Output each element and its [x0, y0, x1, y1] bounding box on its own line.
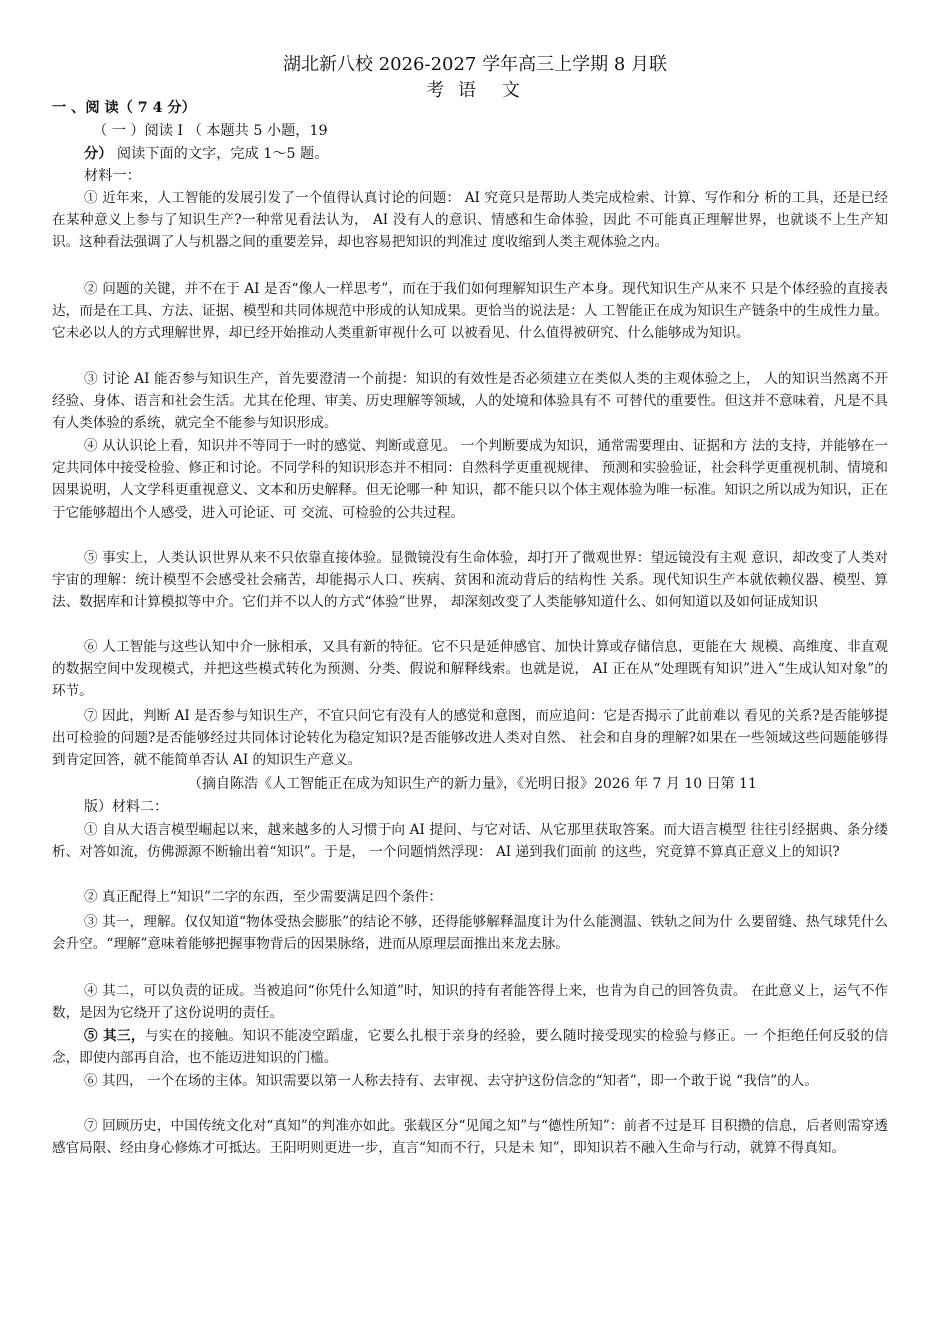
material2-paragraph: ⑥ 其四， 一个在场的主体。知识需要以第一人称去持有、去审视、去守护这份信念的“知者”，即一个敢于说 “我信”的人。	[84, 1073, 819, 1089]
material1-paragraph: ⑥ 人工智能与这些认知中介一脉相承，又具有新的特征。它不只是延伸感官、加快计算或存储信息，更能在大 规模、高维度、非直观的数据空间中发现模式，并把这些模式转化为预测、分类、假说和解释线索。也就是说， AI 正在从“处理既有知识”进入“生成认知对象”的环节。	[52, 639, 888, 700]
material1-paragraph: ⑤ 事实上，人类认识世界从来不只依靠直接体验。显微镜没有生命体验，却打开了微观世界：望远镜没有主观 意识，却改变了人类对宇宙的理解：统计模型不会感受社会痛苦，却能揭示人口、疾病、贫困和流动背后的结构性 关系。现代知识生产本就依赖仪器、模型、算法、数据库和计算模拟等中介。它们并不以人的方式“体验”世界， 却深刻改变了人类能够知道什么、如何知道以及如何证成知识	[52, 550, 888, 611]
material2-paragraph: ⑦ 回顾历史，中国传统文化对“真知”的判准亦如此。张载区分“见闻之知”与“德性所知”：前者不过是耳 目积攒的信息，后者则需穿透感官局限、经由身心修炼才可抵达。王阳明则更进一步，直言“知而不行，只是未 知”，即知识若不融入生命与行动，就算不得真知。	[52, 1118, 888, 1157]
material2-paragraph: ③ 其一，理解。仅仅知道“物体受热会膨胀”的结论不够，还得能够解释温度计为什么能测温、铁轨之间为什 么要留缝、热气球凭什么会升空。“理解”意味着能够把握事物背后的因果脉络，进而从原理层面推出来龙去脉。	[52, 914, 888, 953]
exam-title-line1: 湖北新八校 2026-2027 学年高三上学期 8 月联	[282, 54, 668, 75]
material1-paragraph: ⑦ 因此，判断 AI 是否参与知识生产，不宜只问它有没有人的感觉和意图，而应追问：它是否揭示了此前难以 看见的关系?是否能够提出可检验的问题?是否能够经过共同体讨论转化为稳定知识?是否能够改进人类对自然、 社会和自身的理解?如果在一些领域这些问题能够得到肯定回答，就不能简单否认 AI 的知识生产意义。	[52, 708, 888, 769]
material2-paragraph-body: 与实在的接触。知识不能凌空蹈虚，它要么扎根于亲身的经验，要么随时接受现实的检验与修正。一 个拒绝任何反驳的信念，即使内部再自洽，也不能迈进知识的门槛。	[52, 1028, 888, 1067]
material1-paragraph: ④ 从认识论上看，知识并不等同于一时的感觉、判断或意见。 一个判断要成为知识，通常需要理由、证据和方 法的支持，并能够在一定共同体中接受检验、修正和讨论。不同学科的知识形态并不相同：自然科学更重视规律、 预测和实验验证，社会科学更重视机制、情境和因果说明，人文学科更重视意义、文本和历史解释。但无论哪一种 知识，都不能只以个体主观体验为唯一标准。知识之所以成为知识，正在于它能够超出个人感受，进入可论证、可 交流、可检验的公共过程。	[52, 438, 888, 521]
material2-label: 版）材料二：	[84, 799, 168, 815]
material1-paragraph: ② 问题的关键，并不在于 AI 是否“像人一样思考”，而在于我们如何理解知识生产本身。现代知识生产从来不 只是个体经验的直接表达，而是在工具、方法、证据、模型和共同体规范中形成的认知成果。更恰当的说法是：人 工智能正在成为知识生产链条中的生成性力量。它未必以人的方式理解世界，却已经开始推动人类重新审视什么可 以被看见、什么值得被研究、什么能够成为知识。	[52, 281, 888, 342]
material1-paragraph: ① 近年来，人工智能的发展引发了一个值得认真讨论的问题： AI 究竟只是帮助人类完成检索、计算、写作和分 析的工具，还是已经在某种意义上参与了知识生产?一种常见看法认为， AI 没有人的意识、情感和生命体验，因此 不可能真正理解世界，也就谈不上生产知识。这种看法强调了人与机器之间的重要差异，却也容易把知识的判准过 度收缩到人类主观体验之内。	[52, 190, 888, 251]
subsection-text: （ 一 ）阅读 I （ 本题共 5 小题，19	[93, 123, 328, 139]
material2-paragraph: ④ 其二，可以负责的证成。当被追问“你凭什么知道”时，知识的持有者能答得上来，也肯为自己的回答负责。 在此意义上，运气不作数，是因为它绕开了这份说明的责任。	[52, 983, 888, 1022]
subsection-line1	[93, 121, 328, 141]
material1-label: 材料一：	[84, 168, 141, 184]
material2-paragraph: ① 自从大语言模型崛起以来，越来越多的人习惯于向 AI 提问、与它对话、从它那里获取答案。而大语言模型 往往引经据典、条分缕析、对答如流，仿佛源源不断输出着“知识”。于是， 一个问题悄然浮现： AI 递到我们面前 的这些，究竟算不算真正意义上的知识?	[52, 822, 888, 861]
section-heading: 一 、阅 读（ 7 4 分）	[52, 100, 196, 116]
material2-paragraph-lead: ⑤ 其三，	[84, 1028, 145, 1044]
subsection-points: 分）	[84, 146, 113, 162]
subsection-instruction: 阅读下面的文字，完成 1～5 题。	[116, 146, 329, 162]
source-citation: （摘自陈浩《人工智能正在成为知识生产的新力量》，《光明日报》2026 年 7 月 10 日第 11	[188, 776, 757, 792]
material2-paragraph	[52, 1025, 888, 1069]
exam-title-line2: 考 语 文	[426, 80, 524, 101]
subsection-line2	[84, 144, 328, 164]
material1-paragraph: ③ 讨论 AI 能否参与知识生产，首先要澄清一个前提：知识的有效性是否必须建立在类似人类的主观体验之上， 人的知识当然离不开经验、身体、语言和社会生活。尤其在伦理、审美、历史理解等领域，人的处境和体验具有不 可替代的重要性。但这并不意味着，凡是不具有人类体验的系统，就完全不能参与知识形成。	[52, 371, 888, 432]
material2-paragraph: ② 真正配得上“知识”二字的东西，至少需要满足四个条件：	[84, 889, 443, 905]
